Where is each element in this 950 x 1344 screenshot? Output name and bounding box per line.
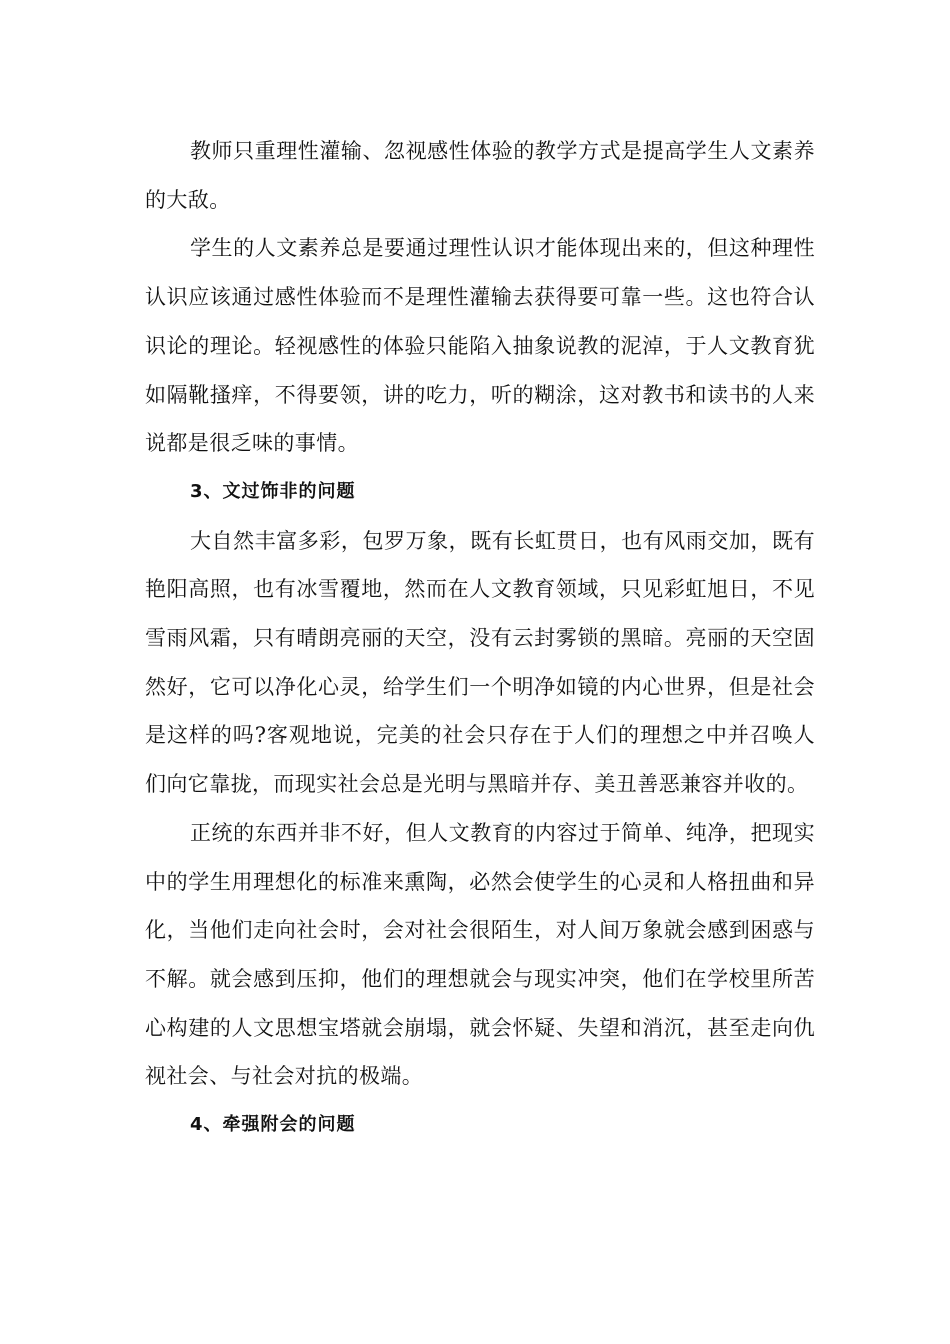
paragraph-perceptual-experience: 学生的人文素养总是要通过理性认识才能体现出来的，但这种理性认识应该通过感性体验而不是理性灌输去获得要可靠一些。这也符合认识论的理论。轻视感性的体验只能陷入抽象说教的泥淖，于人文教育犹如隔靴搔痒，不得要领，讲的吃力，听的糊涂，这对教书和读书的人来说都是很乏味的事情。	[145, 236, 815, 456]
paragraph-orthodox-content: 正统的东西并非不好，但人文教育的内容过于简单、纯净，把现实中的学生用理想化的标准来熏陶，必然会使学生的心灵和人格扭曲和异化，当他们走向社会时，会对社会很陌生，对人间万象就会感到困惑与不解。就会感到压抑，他们的理想就会与现实冲突，他们在学校里所苦心构建的人文思想宝塔就会崩塌，就会怀疑、失望和消沉，甚至走向仇视社会、与社会对抗的极端。	[145, 820, 815, 1089]
paragraph-rational-indoctrination: 教师只重理性灌输、忽视感性体验的教学方式是提高学生人文素养的大敌。	[145, 139, 815, 212]
section-heading-4: 4、牵强附会的问题	[190, 1114, 356, 1136]
section-heading-3: 3、文过饰非的问题	[190, 480, 356, 502]
document-body	[145, 127, 815, 1150]
paragraph-nature-diversity: 大自然丰富多彩，包罗万象，既有长虹贯日，也有风雨交加，既有艳阳高照，也有冰雪覆地，然而在人文教育领域，只见彩虹旭日，不见雪雨风霜，只有晴朗亮丽的天空，没有云封雾锁的黑暗。亮丽的天空固然好，它可以净化心灵，给学生们一个明净如镜的内心世界，但是社会是这样的吗?客观地说，完美的社会只存在于人们的理想之中并召唤人们向它靠拢，而现实社会总是光明与黑暗并存、美丑善恶兼容并收的。	[145, 528, 815, 797]
